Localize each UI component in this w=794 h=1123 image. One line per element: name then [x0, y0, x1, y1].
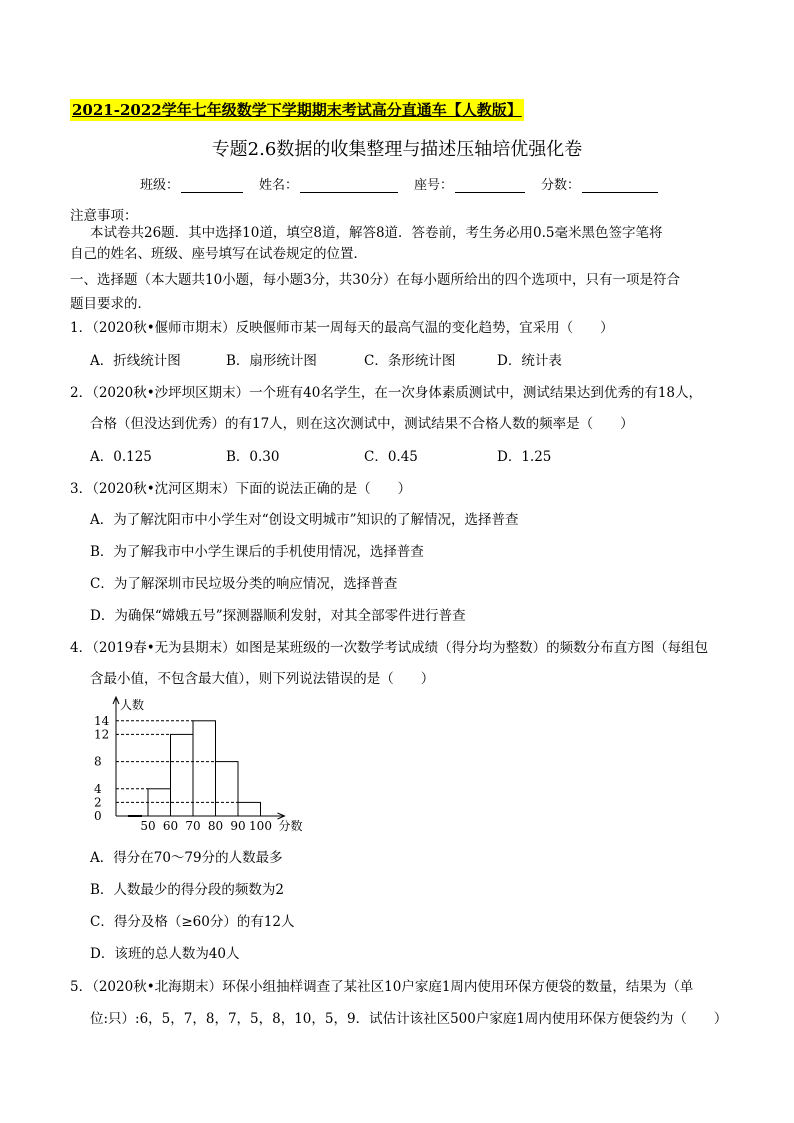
series-banner: 2021-2022学年七年级数学下学期期末考试高分直通车【人教版】: [72, 101, 522, 119]
x-tick-label: 50: [140, 819, 156, 833]
question-2-option-d[interactable]: D．1.25: [497, 449, 552, 465]
question-5-stem-line-2: 位:只）:6，5，7，8，7，5，8，10，5，9．试估计该社区500户家庭1周内使用环保方便袋约为（ ）: [90, 1011, 728, 1027]
x-tick-label: 60: [162, 819, 179, 833]
question-2-stem-line-1: 2．（2020秋•沙坪坝区期末）一个班有40名学生，在一次身体素质测试中，测试结果达到优秀的有18人，: [70, 385, 703, 401]
question-3-option-c[interactable]: C．为了解深圳市民垃圾分类的响应情况，选择普查: [90, 576, 398, 592]
y-axis-title: 人数: [120, 698, 145, 712]
histogram-bar: [238, 802, 261, 816]
seat-label: 座号：: [414, 178, 454, 193]
x-tick-label: 80: [207, 819, 224, 833]
question-4-option-a[interactable]: A．得分在70～79分的人数最多: [90, 850, 283, 866]
x-axis-title: 分数: [278, 819, 303, 833]
page-title: 专题2.6数据的收集整理与描述压轴培优强化卷: [211, 139, 583, 160]
notes-line-1: 本试卷共26题．其中选择10道，填空8道，解答8道．答卷前，考生务必用0.5毫米黑色签字笔将: [90, 225, 663, 241]
x-tick-label: 90: [230, 819, 246, 833]
question-4-stem-line-2: 含最小值，不包含最大值），则下列说法错误的是（ ）: [90, 671, 435, 687]
section-heading-line-1: 一、选择题（本大题共10小题，每小题3分，共30分）在每小题所给出的四个选项中，只有一项是符合: [70, 272, 680, 288]
question-4-option-c[interactable]: C．得分及格（≥60分）的有12人: [90, 914, 295, 930]
histogram-bar: [193, 721, 216, 816]
question-3-stem: 3．（2020秋•沈河区期末）下面的说法正确的是（ ）: [70, 481, 412, 497]
x-tick-label: 100: [249, 819, 272, 833]
question-4-option-d[interactable]: D．该班的总人数为40人: [90, 946, 240, 962]
notes-heading: 注意事项：: [70, 208, 138, 224]
question-1-option-d[interactable]: D．统计表: [497, 353, 562, 369]
y-tick-label: 4: [94, 781, 102, 796]
y-tick-label: 8: [94, 754, 102, 769]
y-tick-label: 12: [94, 727, 110, 742]
question-1-option-a[interactable]: A．折线统计图: [90, 353, 181, 369]
question-1-option-b[interactable]: B．扇形统计图: [226, 353, 317, 369]
name-blank[interactable]: [300, 176, 398, 193]
x-tick-label: 70: [185, 819, 201, 833]
class-label: 班级：: [140, 178, 180, 193]
name-label: 姓名：: [259, 178, 299, 193]
seat-blank[interactable]: [455, 176, 525, 193]
question-5-stem-line-1: 5．（2020秋•北海期末）环保小组抽样调查了某社区10户家庭1周内使用环保方便袋的数量，结果为（单: [70, 979, 694, 995]
question-4-stem-line-1: 4．（2019春•无为县期末）如图是某班级的一次数学考试成绩（得分均为整数）的频数分布直方图（每组包: [70, 640, 709, 656]
question-1-option-c[interactable]: C．条形统计图: [364, 353, 456, 369]
question-2-option-a[interactable]: A．0.125: [90, 449, 152, 465]
y-tick-label: 14: [94, 713, 110, 728]
question-3-option-a[interactable]: A．为了解沈阳市中小学生对“创设文明城市”知识的了解情况，选择普查: [90, 512, 519, 528]
score-blank[interactable]: [582, 176, 658, 193]
notes-line-2: 自己的姓名、班级、座号填写在试卷规定的位置．: [70, 246, 367, 262]
question-2-stem-line-2: 合格（但没达到优秀）的有17人，则在这次测试中，测试结果不合格人数的频率是（ ）: [90, 416, 634, 432]
question-2-option-c[interactable]: C．0.45: [364, 449, 418, 465]
question-4-option-b[interactable]: B．人数最少的得分段的频数为2: [90, 882, 285, 898]
histogram-bar: [216, 762, 239, 816]
question-3-option-b[interactable]: B．为了解我市中小学生课后的手机使用情况，选择普查: [90, 544, 424, 560]
section-heading-line-2: 题目要求的．: [70, 296, 151, 312]
frequency-histogram: [80, 696, 320, 838]
question-3-option-d[interactable]: D．为确保“嫦娥五号”探测器顺利发射，对其全部零件进行普查: [90, 608, 466, 624]
histogram-bar: [171, 734, 194, 816]
class-blank[interactable]: [181, 176, 243, 193]
histogram-layer: [94, 697, 303, 833]
question-2-option-b[interactable]: B．0.30: [226, 449, 280, 465]
y-tick-label: 2: [94, 795, 102, 810]
question-1-stem: 1．（2020秋•偃师市期末）反映偃师市某一周每天的最高气温的变化趋势，宜采用（ ）: [70, 320, 614, 336]
student-info-line: [140, 176, 674, 196]
y-tick-label: 0: [94, 809, 102, 823]
score-label: 分数：: [541, 178, 581, 193]
